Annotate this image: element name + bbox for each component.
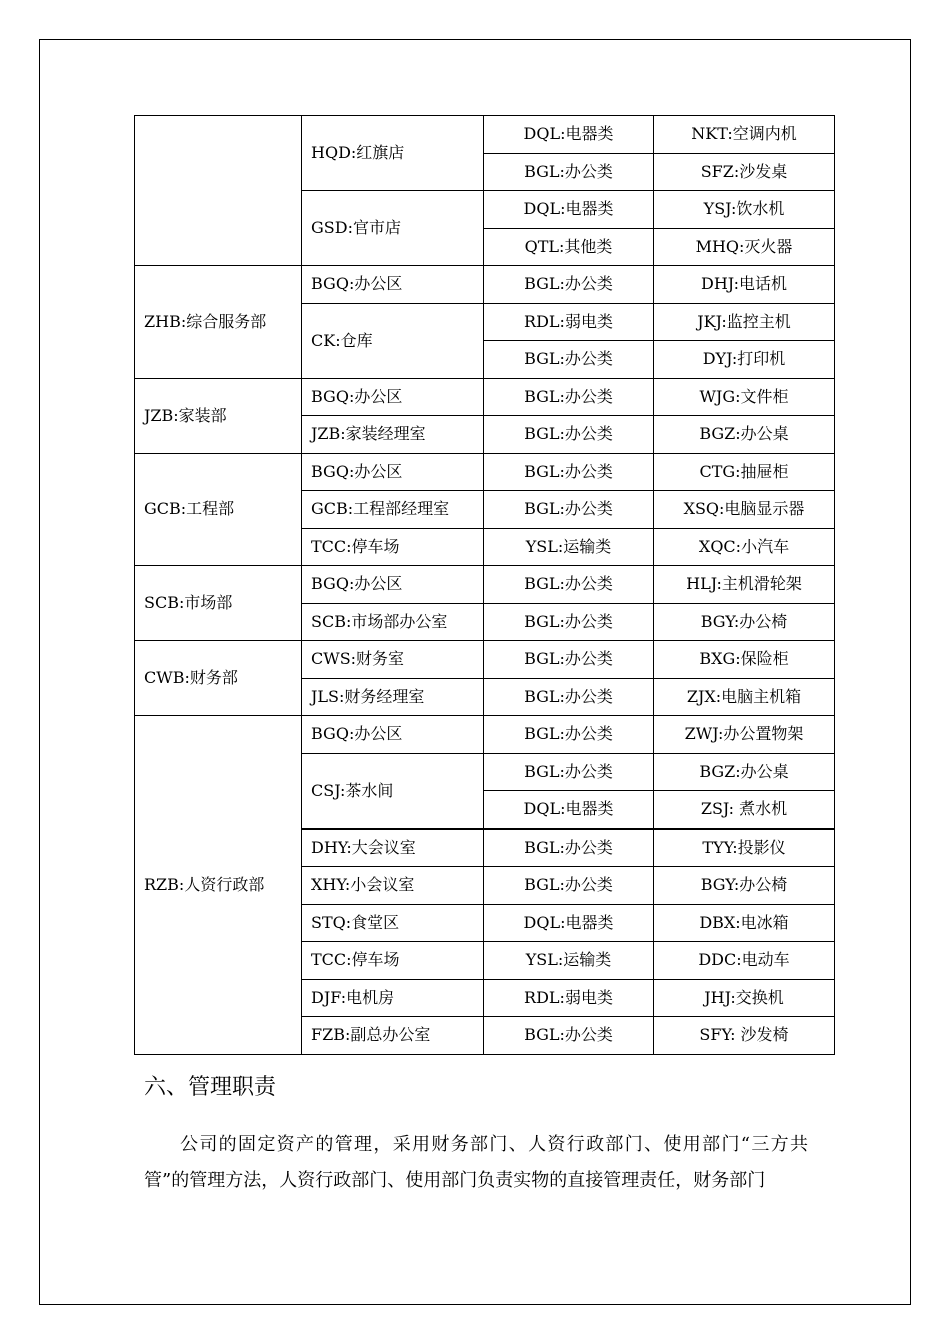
area-cell: STQ:食堂区 bbox=[302, 904, 484, 942]
table-row bbox=[135, 116, 835, 154]
area-cell: JLS:财务经理室 bbox=[302, 678, 484, 716]
item-cell: ZWJ:办公置物架 bbox=[654, 716, 835, 754]
area-cell: SCB:市场部办公室 bbox=[302, 603, 484, 641]
item-cell: BGZ:办公桌 bbox=[654, 416, 835, 454]
item-cell: BGY:办公椅 bbox=[654, 603, 835, 641]
item-cell: WJG:文件柜 bbox=[654, 378, 835, 416]
item-cell: DBX:电冰箱 bbox=[654, 904, 835, 942]
category-cell: BGL:办公类 bbox=[484, 566, 654, 604]
area-cell: FZB:副总办公室 bbox=[302, 1017, 484, 1055]
section-paragraph: 公司的固定资产的管理，采用财务部门、人资行政部门、使用部门“三方共管”的管理方法，人资行政部门、使用部门负责实物的直接管理责任，财务部门 bbox=[144, 1134, 808, 1191]
item-cell: MHQ:灭火器 bbox=[654, 228, 835, 266]
area-cell: XHY:小会议室 bbox=[302, 867, 484, 905]
category-cell: DQL:电器类 bbox=[484, 191, 654, 229]
item-cell: ZJX:电脑主机箱 bbox=[654, 678, 835, 716]
category-cell: BGL:办公类 bbox=[484, 716, 654, 754]
item-cell: BGY:办公椅 bbox=[654, 867, 835, 905]
table-row bbox=[135, 453, 835, 491]
area-cell: HQD:红旗店 bbox=[302, 116, 484, 191]
department-cell: ZHB:综合服务部 bbox=[135, 266, 302, 379]
area-cell: DHY:大会议室 bbox=[302, 829, 484, 867]
department-cell: CWB:财务部 bbox=[135, 641, 302, 716]
item-cell: HLJ:主机滑轮架 bbox=[654, 566, 835, 604]
area-cell: BGQ:办公区 bbox=[302, 378, 484, 416]
category-cell: BGL:办公类 bbox=[484, 867, 654, 905]
category-cell: BGL:办公类 bbox=[484, 266, 654, 304]
item-cell: XSQ:电脑显示器 bbox=[654, 491, 835, 529]
area-cell: GCB:工程部经理室 bbox=[302, 491, 484, 529]
category-cell: DQL:电器类 bbox=[484, 791, 654, 829]
category-cell: BGL:办公类 bbox=[484, 491, 654, 529]
area-cell: BGQ:办公区 bbox=[302, 716, 484, 754]
item-cell: ZSJ: 煮水机 bbox=[654, 791, 835, 829]
category-cell: DQL:电器类 bbox=[484, 904, 654, 942]
area-cell: BGQ:办公区 bbox=[302, 453, 484, 491]
item-cell: TYY:投影仪 bbox=[654, 829, 835, 867]
category-cell: BGL:办公类 bbox=[484, 453, 654, 491]
table-row bbox=[135, 566, 835, 604]
table-row bbox=[135, 266, 835, 304]
category-cell: BGL:办公类 bbox=[484, 753, 654, 791]
table-row bbox=[135, 378, 835, 416]
item-cell: JKJ:监控主机 bbox=[654, 303, 835, 341]
category-cell: BGL:办公类 bbox=[484, 341, 654, 379]
department-cell: GCB:工程部 bbox=[135, 453, 302, 566]
category-cell: BGL:办公类 bbox=[484, 153, 654, 191]
department-cell: JZB:家装部 bbox=[135, 378, 302, 453]
item-cell: BGZ:办公桌 bbox=[654, 753, 835, 791]
category-cell: BGL:办公类 bbox=[484, 378, 654, 416]
category-cell: RDL:弱电类 bbox=[484, 979, 654, 1017]
category-cell: RDL:弱电类 bbox=[484, 303, 654, 341]
category-cell: BGL:办公类 bbox=[484, 678, 654, 716]
department-cell: SCB:市场部 bbox=[135, 566, 302, 641]
area-cell: BGQ:办公区 bbox=[302, 266, 484, 304]
area-cell: JZB:家装经理室 bbox=[302, 416, 484, 454]
area-cell: TCC:停车场 bbox=[302, 528, 484, 566]
category-cell: BGL:办公类 bbox=[484, 416, 654, 454]
category-cell: YSL:运输类 bbox=[484, 942, 654, 980]
department-cell bbox=[135, 116, 302, 266]
category-cell: BGL:办公类 bbox=[484, 641, 654, 679]
category-cell: BGL:办公类 bbox=[484, 603, 654, 641]
item-cell: DYJ:打印机 bbox=[654, 341, 835, 379]
item-cell: YSJ:饮水机 bbox=[654, 191, 835, 229]
area-cell: CK:仓库 bbox=[302, 303, 484, 378]
area-cell: BGQ:办公区 bbox=[302, 566, 484, 604]
department-cell: RZB:人资行政部 bbox=[135, 716, 302, 1055]
category-cell: BGL:办公类 bbox=[484, 829, 654, 867]
section-heading: 六、管理职责 bbox=[144, 1075, 277, 1100]
area-cell: CSJ:茶水间 bbox=[302, 753, 484, 829]
item-cell: NKT:空调内机 bbox=[654, 116, 835, 154]
area-cell: CWS:财务室 bbox=[302, 641, 484, 679]
item-cell: SFY: 沙发椅 bbox=[654, 1017, 835, 1055]
category-cell: YSL:运输类 bbox=[484, 528, 654, 566]
area-cell: TCC:停车场 bbox=[302, 942, 484, 980]
item-cell: BXG:保险柜 bbox=[654, 641, 835, 679]
category-cell: BGL:办公类 bbox=[484, 1017, 654, 1055]
asset-table-body bbox=[135, 116, 835, 1055]
item-cell: CTG:抽屉柜 bbox=[654, 453, 835, 491]
item-cell: DDC:电动车 bbox=[654, 942, 835, 980]
area-cell: DJF:电机房 bbox=[302, 979, 484, 1017]
item-cell: XQC:小汽车 bbox=[654, 528, 835, 566]
item-cell: SFZ:沙发桌 bbox=[654, 153, 835, 191]
item-cell: DHJ:电话机 bbox=[654, 266, 835, 304]
category-cell: QTL:其他类 bbox=[484, 228, 654, 266]
area-cell: GSD:官市店 bbox=[302, 191, 484, 266]
table-row bbox=[135, 716, 835, 754]
table-row bbox=[135, 641, 835, 679]
asset-code-table bbox=[134, 115, 835, 1055]
item-cell: JHJ:交换机 bbox=[654, 979, 835, 1017]
category-cell: DQL:电器类 bbox=[484, 116, 654, 154]
